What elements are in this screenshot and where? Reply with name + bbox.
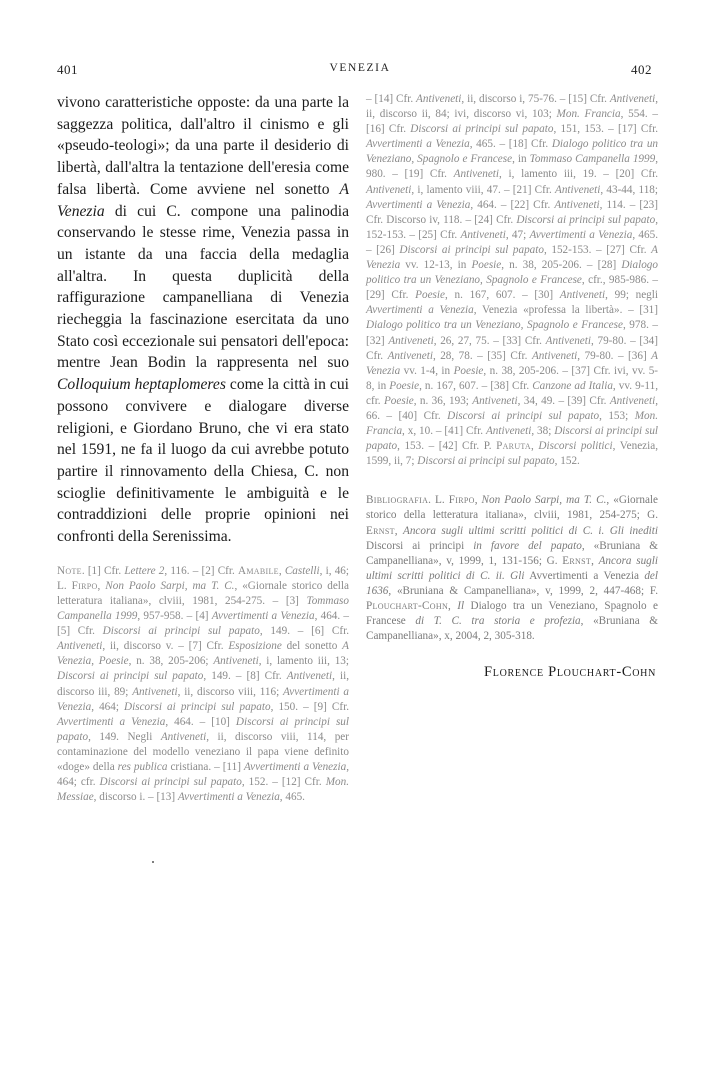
bibliography-run: , — [394, 524, 403, 537]
notes-left-run: , n. 38, 205-206; — [128, 655, 214, 668]
notes-right-run: Canzone ad Italia — [532, 379, 613, 392]
bibliography — [366, 493, 658, 644]
notes-right-run: Antiveneti — [559, 289, 606, 302]
notes-right-run: Poesie — [471, 259, 502, 272]
notes-right-run: Antiveneti — [388, 334, 434, 347]
bibliography-run: Avvertimenti a Venezia — [524, 569, 645, 582]
notes-left-run: , 464; cfr. — [57, 760, 349, 789]
notes-left-run: Avvertimenti a Venezia — [243, 760, 347, 773]
notes-right-run: , in — [512, 153, 530, 166]
footnotes-left — [57, 564, 349, 806]
notes-right-run: , — [531, 440, 539, 453]
notes-right-run: , 465. – [18] Cfr. — [469, 138, 552, 151]
notes-right-run: , 153; — [599, 409, 635, 422]
notes-right-run: Tommaso Campanella 1999 — [529, 153, 656, 166]
notes-left-run: Discorsi ai principi sul papato — [99, 776, 242, 789]
notes-right-run: A Venezia — [366, 349, 658, 377]
notes-left-run: , 464; — [91, 700, 125, 713]
notes-left-run: del sonetto — [281, 640, 343, 653]
notes-left-run: Discorsi ai principi sul papato — [124, 700, 271, 713]
notes-left-run: Tommaso Campanella 1999 — [57, 594, 349, 623]
notes-right-run: Antiveneti — [554, 198, 600, 211]
bibliography-run: Non Paolo Sarpi, ma T. C. — [481, 494, 607, 507]
bibliography-run: Ernst — [562, 554, 592, 567]
body-text-part-3: come la città in cui possono convivere e dialogare diverse religioni, e Giordano Bruno, che vi era stato nel 1591, ne fa il luogo da cui avrebbe potuto partire il rinnovamento della Chiesa, C. non scioglie definitivamente le ambiguità e le contraddizioni delle proprie opinioni nei confronti della Serenissima. — [57, 376, 349, 546]
notes-right-run: Avvertimenti a Venezia — [529, 228, 633, 241]
bibliography-run: Bibliografia — [366, 494, 429, 507]
notes-right-run: Discorsi ai principi sul papato — [417, 455, 555, 468]
notes-right-run: Poesie — [453, 364, 484, 377]
notes-right-run: , i, lamento iii, 19. – [20] Cfr. — [499, 168, 658, 181]
bibliography-run: , — [448, 600, 458, 612]
notes-left-run: Avvertimenti a Venezia — [211, 610, 315, 623]
notes-left-run: Castelli — [284, 564, 320, 577]
notes-left-run: Antiveneti — [286, 670, 333, 683]
notes-right-run: , n. 167, 607. – [30] — [444, 289, 560, 302]
notes-right-run: , n. 167, 607. – [38] Cfr. — [419, 379, 533, 392]
notes-right-run: Avvertimenti a Venezia — [366, 138, 470, 151]
notes-left-run: Antiveneti — [132, 685, 178, 698]
bibliography-run: , «Bruniana & Campanelliana», v, 1999, 1, 131-156; G. — [366, 539, 658, 567]
bibliography-run: in favore del papato — [473, 539, 582, 552]
notes-right-run: Antiveneti — [485, 425, 532, 438]
notes-right-run: Discorsi ai principi sul papato — [410, 123, 554, 136]
notes-left-run: cristiana. – [11] — [167, 760, 244, 773]
notes-right-run: , n. 36, 193; — [413, 394, 473, 407]
notes-right-run: Antiveneti — [609, 93, 656, 105]
body-italic-title-1: A Venezia — [57, 180, 349, 220]
notes-left-run: Lettere 2 — [124, 564, 165, 577]
notes-left-run: Firpo — [71, 579, 98, 592]
notes-left-run: Antiveneti — [213, 655, 259, 668]
notes-right-run: Discorsi politici — [538, 440, 613, 453]
running-title: VENEZIA — [329, 62, 391, 74]
author-signature: Florence Plouchart-Cohn — [484, 664, 656, 681]
notes-left-run: , ii, discorso viii, 114, per contaminazione del modello veneziano il papa viene definito «doge» della — [57, 730, 350, 773]
notes-right-run: , 34, 49. – [39] Cfr. — [517, 394, 610, 407]
bibliography-run: Firpo — [448, 494, 475, 507]
notes-left-run: , ii, discorso iii, 89; — [57, 670, 349, 698]
notes-left-run: Antiveneti — [57, 640, 103, 653]
notes-right-run: Paruta — [496, 440, 532, 453]
bibliography-run: , «Bruniana & Campanelliana», x, 2004, 2, 305-318. — [366, 615, 658, 643]
bibliography-run: Ancora sugli ultimi scritti politici di C. i. Gli inediti — [403, 524, 658, 537]
notes-right-run: , 43-44, 118; — [600, 183, 658, 196]
notes-left-run: Avvertimenti a Venezia — [57, 715, 166, 728]
page-number-right: 402 — [631, 62, 652, 77]
notes-right-run: vv. 1-4, in — [400, 364, 454, 377]
notes-right-run: , 99; negli — [605, 289, 658, 302]
notes-left-run: , ii, discorso viii, 116; — [177, 685, 284, 698]
notes-right-run: , Venezia, 1599, ii, 7; — [366, 440, 658, 468]
notes-right-run: , n. 38, 205-206. – [28] — [501, 259, 622, 272]
notes-right-run: Poesie — [389, 379, 420, 392]
notes-right-run: , x, 10. – [41] Cfr. — [402, 425, 486, 438]
notes-right-run: , 114. – [23] Cfr. Discorso iv, 118. – [24] Cfr. — [366, 198, 658, 226]
notes-left-run: Avvertimenti a Venezia — [57, 685, 349, 713]
notes-right-run: , 554. – [16] Cfr. — [366, 108, 658, 136]
notes-right-run: Dialogo politico tra un Veneziano, Spagnolo e Francese — [366, 319, 623, 332]
notes-right-run: , 980. – [19] Cfr. — [366, 153, 659, 181]
notes-left-run: , — [278, 564, 285, 577]
notes-right-run: , 153. – [42] Cfr. P. — [397, 440, 497, 453]
notes-right-run: , 66. – [40] Cfr. — [366, 394, 658, 422]
notes-left-run: , 464. – [10] — [165, 715, 236, 728]
notes-right-run: Discorsi ai principi sul papato — [399, 243, 544, 256]
notes-right-run: , 464. – [22] Cfr. — [470, 198, 555, 211]
notes-right-run: , 152-153. – [27] Cfr. — [543, 243, 652, 256]
bibliography-run: . L. — [428, 494, 449, 507]
notes-right-run: Antiveneti — [366, 183, 412, 196]
notes-left-run: Antiveneti — [160, 730, 207, 743]
notes-right-run: , cfr., 985-986. – [29] Cfr. — [366, 274, 659, 302]
notes-right-run: Avvertimenti a Venezia — [366, 304, 474, 317]
notes-left-run: Avvertimenti a Venezia — [177, 791, 280, 804]
bibliography-run: Dialogo tra un Veneziano, Spagnolo e Francese — [366, 600, 658, 628]
notes-left-run: , i, 46; L. — [57, 564, 350, 592]
body-paragraph — [57, 92, 349, 548]
notes-right-run: Mon. Francia — [556, 108, 621, 121]
notes-right-run: Antiveneti — [416, 93, 462, 105]
notes-left-run: Mon. Messiae — [57, 776, 349, 804]
notes-right-run: Poesie — [415, 289, 445, 302]
notes-left-run: , 957-958. – [4] — [137, 610, 212, 623]
notes-right-run: Antiveneti — [453, 168, 500, 181]
notes-right-run: , 47; — [505, 228, 530, 241]
bibliography-run: Plouchart-Cohn — [366, 600, 449, 612]
notes-right-run: Discorsi ai principi sul papato — [447, 409, 600, 422]
notes-right-run: , 152. — [554, 455, 580, 468]
footnotes-right — [366, 92, 658, 469]
notes-right-run: , 151, 153. – [17] Cfr. — [553, 123, 659, 136]
page-number-left: 401 — [57, 62, 78, 77]
bibliography-run: Ernst — [366, 524, 395, 537]
bibliography-run: Discorsi ai principi — [366, 539, 474, 552]
notes-right-run: Discorsi ai principi sul papato — [516, 213, 656, 226]
notes-left-run: , ii, discorso v. – [7] Cfr. — [102, 640, 229, 653]
notes-left-run: , 152. – [12] Cfr. — [241, 776, 326, 789]
notes-left-run: . [1] Cfr. — [81, 564, 125, 577]
notes-left-run: Esposizione — [228, 640, 282, 653]
body-text-part-1: vivono caratteristiche opposte: da una parte la saggezza politica, dall'altro il cinismo e gli «pseudo-teologi»; da una parte il desiderio di libertà, dall'altra la tentazione dell'eresia come falsa libertà. Come avviene nel sonetto — [57, 94, 349, 198]
bibliography-run: , — [591, 554, 599, 567]
notes-right-run: Antiveneti — [555, 183, 601, 196]
bibliography-run: , «Bruniana & Campanelliana», v, 1999, 2, 447-468; F. — [388, 584, 658, 597]
notes-right-run: , 38; — [531, 425, 555, 438]
notes-right-run: A Venezia — [366, 243, 658, 272]
notes-left-run: Discorsi ai principi sul papato — [57, 670, 204, 683]
notes-left-run: , — [91, 655, 99, 668]
notes-right-run: Dialogo politico tra un Veneziano, Spagnolo e Francese — [366, 259, 658, 287]
bibliography-run: Ancora sugli ultimi scritti politici di C. ii. Gli — [366, 554, 658, 582]
notes-right-run: Antiveneti — [387, 349, 433, 362]
right-column — [366, 92, 658, 681]
left-column — [57, 92, 349, 805]
notes-right-run: , 152-153. – [25] Cfr. — [366, 213, 658, 241]
body-text-part-2: di cui C. compone una palinodia conservando le stesse rime, Venezia passa in un istante da una faccia della medaglia all'altra. In questa duplicità della raffigurazione campanelliana di Venezia riecheggia la fascinazione esercitata da uno Stato così eccezionale sui pensatori dell'epoca: mentre Jean Bodin la rappresenta nel suo — [57, 202, 349, 372]
notes-left-run: , 464. – [5] Cfr. — [57, 610, 349, 638]
notes-left-run: A Venezia — [57, 640, 349, 668]
notes-left-run: , 465. — [279, 791, 305, 804]
notes-left-run: Poesie — [98, 655, 129, 668]
bibliography-run: di T. C. tra storia e profezia — [415, 615, 581, 628]
notes-right-run: Antiveneti — [472, 394, 518, 407]
notes-left-run: Non Paolo Sarpi, ma T. C. — [105, 579, 235, 592]
notes-left-run: , — [97, 579, 106, 592]
notes-right-run: , Venezia «professa la libertà». – [31] — [473, 304, 659, 317]
notes-right-run: , 26, 27, 75. – [33] Cfr. — [433, 334, 546, 347]
notes-left-run: , 149. Negli — [88, 730, 161, 743]
notes-left-run: Discorsi ai principi sul papato — [102, 625, 260, 638]
notes-right-run: , ii, discorso ii, 84; ivi, discorso vi, 103; — [366, 93, 658, 121]
notes-left-run: Amabile — [238, 564, 279, 577]
notes-right-run: Antiveneti — [545, 334, 591, 347]
notes-right-run: Antiveneti — [460, 228, 506, 241]
notes-left-run: Note — [57, 564, 82, 577]
body-italic-title-2: Colloquium heptaplomeres — [57, 376, 226, 394]
notes-left-run: , 149. – [6] Cfr. — [259, 625, 349, 638]
notes-left-run: , 149. – [8] Cfr. — [203, 670, 287, 683]
notes-right-run: , ii, discorso i, 75-76. – [15] Cfr. — [461, 93, 610, 105]
notes-right-run: , 28, 78. – [35] Cfr. — [432, 349, 532, 362]
notes-left-run: , 150. – [9] Cfr. — [270, 700, 349, 713]
notes-right-run: Mon. Francia — [366, 409, 658, 438]
notes-right-run: Poesie — [383, 394, 414, 407]
notes-right-run: Dialogo politico tra un Veneziano, Spagnolo e Francese — [366, 138, 659, 166]
bibliography-run: del 1636 — [366, 569, 658, 597]
notes-left-run: res publica — [117, 760, 168, 773]
notes-right-run: Discorsi ai principi sul papato — [366, 425, 659, 453]
notes-right-run: , i, lamento viii, 47. – [21] Cfr. — [411, 183, 555, 196]
notes-left-run: , «Giornale storico della letteratura italiana», clviii, 1981, 254-275. – [3] — [57, 579, 349, 607]
bibliography-run: , «Giornale storico della letteratura italiana», clviii, 1981, 254-275; G. — [366, 494, 658, 522]
notes-right-run: Antiveneti — [531, 349, 578, 362]
notes-right-run: Antiveneti — [609, 394, 656, 407]
notes-right-run: vv. 12-13, in — [400, 259, 472, 272]
bibliography-run: Il — [457, 600, 465, 612]
notes-right-run: – [14] Cfr. — [366, 93, 417, 105]
notes-right-run: , 79-80. – [34] Cfr. — [366, 334, 659, 362]
notes-left-run: Discorsi ai principi sul papato — [57, 715, 349, 743]
notes-left-run: , 116. – [2] Cfr. — [164, 564, 238, 577]
notes-right-run: , 978. – [32] — [366, 319, 658, 347]
notes-right-run: Avvertimenti a Venezia — [366, 198, 471, 211]
notes-right-run: , vv. 9-11, cfr. — [366, 379, 658, 407]
notes-left-run: , discorso i. – [13] — [93, 791, 178, 804]
stray-dot — [152, 861, 154, 863]
bibliography-run: , — [474, 494, 482, 507]
notes-left-run: , i, lamento iii, 13; — [258, 655, 349, 668]
notes-right-run: , 465. – [26] — [366, 228, 659, 256]
notes-right-run: , 79-80. – [36] — [577, 349, 652, 362]
notes-right-run: , n. 38, 205-206. – [37] Cfr. ivi, vv. 5-8, in — [366, 364, 659, 392]
